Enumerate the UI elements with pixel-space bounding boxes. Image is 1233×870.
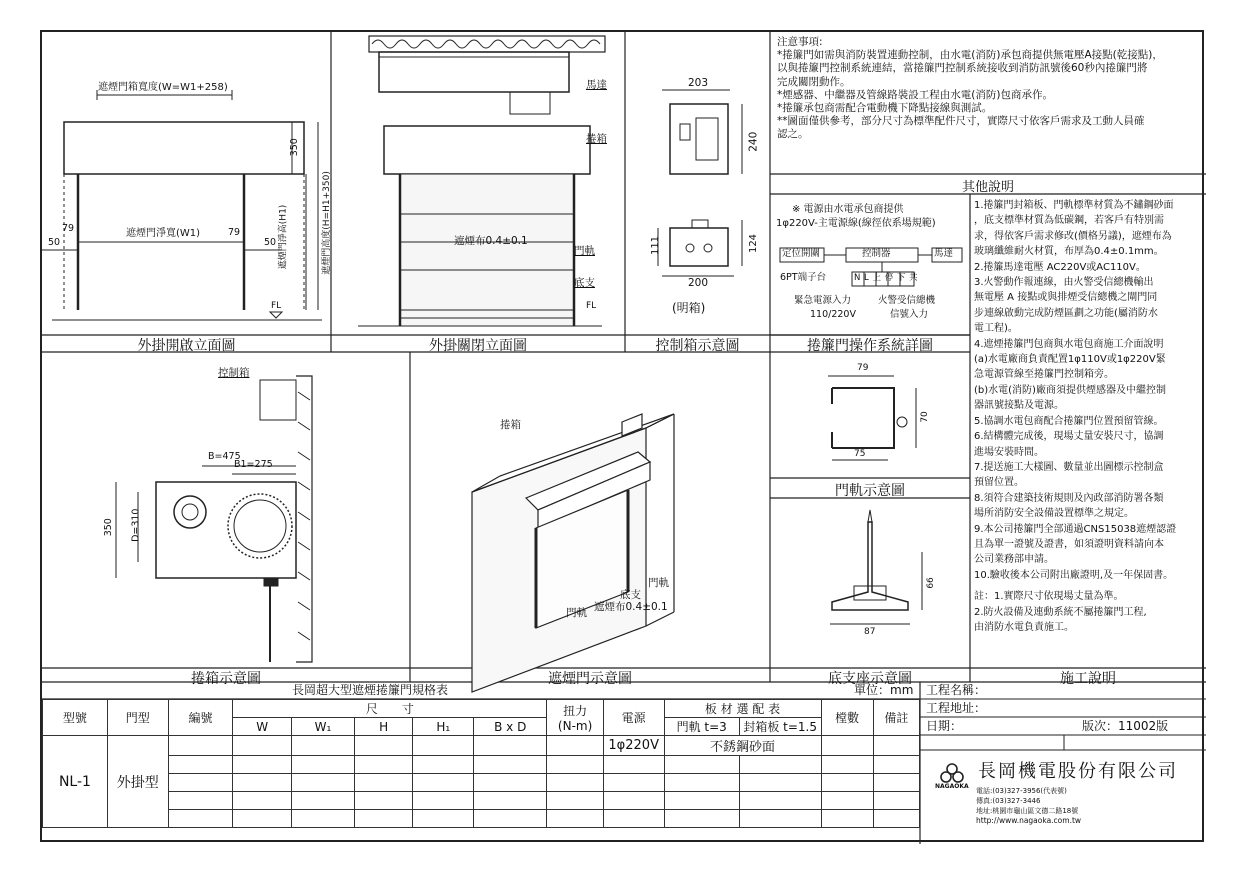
- clear-height-label: 遮煙門淨高(H1): [278, 204, 289, 270]
- construction-line: 無電壓 A 接點或與排煙受信總機之閘門同: [974, 292, 1158, 304]
- other-notes-title: 其他說明: [961, 180, 1014, 195]
- date-label: 日期：: [926, 719, 963, 733]
- construction-line: 公司業務部申請。: [974, 554, 1054, 566]
- rail-d70: 70: [919, 411, 930, 423]
- construction-line: 6.結構體完成後，現場丈量安裝尺寸，協調: [974, 431, 1164, 443]
- notice-line: 完成關閉動作。: [777, 75, 851, 88]
- controller-label: 控制器: [862, 248, 891, 259]
- door-iso-caption: 遮煙門示意圖: [548, 671, 632, 687]
- hdr-door-type: 門型: [107, 700, 168, 736]
- construction-caption: 施工說明: [1060, 671, 1116, 687]
- construction-line: 2.捲簾馬達電壓 AC220V或AC110V。: [974, 261, 1146, 273]
- ctrl-w-200: 200: [688, 277, 709, 289]
- hdr-w: W: [233, 718, 292, 736]
- construction-line: ，底支標準材質為低碳鋼，若客戶有特別需: [974, 215, 1164, 227]
- emergency-label: 緊急電源入力: [794, 295, 852, 306]
- construction-line: 2.防火設備及連動系統不屬捲簾門工程,: [974, 606, 1147, 618]
- notice-title: 注意事項:: [777, 36, 823, 48]
- base-label: 底支: [574, 277, 595, 289]
- spec-unit: 單位：mm: [854, 683, 914, 697]
- box-label: 捲箱: [586, 133, 607, 145]
- control-box-caption: 控制箱示意圖: [655, 338, 740, 354]
- box-control-label: 控制箱: [218, 367, 250, 379]
- iso-box-label: 捲箱: [500, 419, 521, 431]
- construction-line: 器訊號接點及電源。: [974, 400, 1064, 412]
- notice-line: **圖面僅供參考，部分尺寸為標準配件尺寸，實際尺寸依客戶需求及工動人員確: [777, 115, 1145, 128]
- rail-d75: 75: [854, 449, 866, 459]
- rail-caption: 門軌示意圖: [835, 483, 905, 499]
- rail-label: 門軌: [574, 245, 595, 257]
- construction-line: 場所消防安全設備設置標準之規定。: [974, 508, 1134, 520]
- notice-line: *煙感器、中繼器及管線路裝設工程由水電(消防)包商承作。: [777, 88, 1053, 101]
- construction-line: 預留位置。: [974, 477, 1024, 489]
- construction-notes: [974, 198, 1176, 635]
- notice-line: 認之。: [777, 128, 809, 141]
- nagaoka-logo-icon: [941, 764, 963, 782]
- open-elevation-caption: 外掛開啟立面圖: [137, 338, 236, 354]
- positioning-switch-label: 定位開關: [782, 248, 821, 259]
- construction-line: 3.火警動作報連線，由火警受信總機輸出: [974, 277, 1154, 289]
- hdr-serial: 編號: [168, 700, 233, 736]
- hdr-remark: 備註: [873, 700, 919, 736]
- rail-d79: 79: [857, 363, 869, 373]
- fire-alarm-input: 信號入力: [890, 309, 929, 320]
- open-box-note: (明箱): [672, 301, 706, 315]
- construction-line: 4.遮煙捲簾門包商與水電包商施工介面說明: [974, 338, 1164, 350]
- construction-line: 急電源管線至捲簾門控制箱旁。: [974, 369, 1114, 381]
- row-model: NL-1: [43, 736, 108, 828]
- closed-elevation-caption: 外掛關閉立面圖: [429, 338, 527, 354]
- ctrl-h-111: 111: [650, 235, 662, 256]
- terminal-label: 6PT端子台: [780, 272, 827, 283]
- construction-line: 求，得依客戶需求修改(價格另議)，遮煙布為: [974, 230, 1172, 242]
- box-d350: 350: [102, 518, 114, 537]
- total-width-label: 遮煙門箱寬度(W=W1+258): [98, 82, 228, 93]
- hdr-qty: 樘數: [821, 700, 873, 736]
- hdr-w1: W₁: [292, 718, 355, 736]
- construction-line: 9.本公司捲簾門全部通過CNS15038遮煙認證: [974, 523, 1177, 535]
- notice-line: 以與捲簾門控制系統連結，當捲簾門控制系統接收到消防訊號後60秒內捲簾門將: [777, 62, 1148, 75]
- fl-marker-closed: FL: [586, 301, 597, 311]
- company-website: http://www.nagaoka.com.tw: [976, 816, 1082, 825]
- hdr-panel: 板 材 選 配 表: [664, 700, 821, 718]
- hdr-h1: H₁: [413, 718, 474, 736]
- construction-line: 且為單一證號及證書，如須證明資料請向本: [974, 538, 1164, 550]
- construction-line: 10.驗收後本公司附出廠證明,及一年保固書。: [974, 569, 1174, 581]
- ctrl-w-203: 203: [688, 77, 709, 89]
- drawing-sheet: [40, 30, 1204, 842]
- ctrl-h-240: 240: [747, 131, 760, 152]
- logo-text: NAGAOKA: [935, 783, 969, 790]
- op-line2: 1φ220V-主電源線(線徑依系場規範): [776, 218, 936, 229]
- construction-line: 電工程)。: [974, 323, 1018, 335]
- total-height-label: 遮煙門高度(H=H1+350): [321, 171, 332, 275]
- project-name: 工程名稱：: [926, 683, 987, 697]
- row-power: 1φ220V: [603, 736, 664, 756]
- hdr-rail-t: 門軌 t=3: [664, 718, 739, 736]
- box-b275: B1=275: [234, 459, 273, 470]
- row-material: 不銹鋼砂面: [664, 736, 821, 756]
- fl-marker: FL: [271, 301, 282, 311]
- dim-50-left: 50: [48, 237, 61, 248]
- hdr-torque: [547, 700, 604, 736]
- company-fax: 傳真:(03)327-3446: [976, 797, 1041, 805]
- row-door-type: 外掛型: [107, 736, 168, 828]
- motor-label: 馬達: [586, 79, 607, 91]
- construction-line: 由消防水電負責施工。: [974, 621, 1074, 633]
- hdr-torque-unit: (N-m): [557, 719, 593, 733]
- spec-table: [42, 699, 920, 828]
- hdr-power: 電源: [603, 700, 664, 736]
- company-tel: 電話:(03)327-3956(代表號): [976, 787, 1067, 795]
- base-caption: 底支座示意圖: [828, 671, 912, 687]
- hdr-box-t: 封箱板 t=1.5: [739, 718, 821, 736]
- construction-line: 進場安裝時間。: [974, 446, 1044, 458]
- box-d310: D=310: [130, 508, 142, 542]
- notice-line: *捲簾門如需與消防裝置連動控制，由水電(消防)承包商提供無電壓A接點(乾接點)，: [777, 49, 1163, 62]
- construction-line: (a)水電廠商負責配置1φ110V或1φ220V緊: [974, 354, 1166, 366]
- base-d87: 87: [864, 627, 876, 637]
- dim-350: 350: [288, 138, 300, 157]
- construction-line: 玻璃纖維耐火材質，布厚為0.4±0.1mm。: [974, 246, 1164, 258]
- construction-line: 5.協調水電包商配合捲簾門位置預留管線。: [974, 415, 1164, 427]
- construction-line: 7.提送施工大樣圖、數量並出圖標示控制盒: [974, 461, 1164, 473]
- op-line1: ※ 電源由水電承包商提供: [792, 204, 904, 215]
- construction-line: 1.捲簾門封箱板、門軌標準材質為不鏽鋼砂面: [974, 200, 1174, 211]
- fire-alarm-label: 火警受信總機: [878, 295, 936, 306]
- dim-50-right: 50: [264, 237, 277, 248]
- dim-79-left: 79: [62, 223, 75, 234]
- hdr-torque-label: 扭力: [563, 704, 588, 718]
- box-detail-caption: 捲箱示意圖: [191, 671, 261, 687]
- version-label: 版次：11002版: [1082, 719, 1169, 733]
- cloth-label: 遮煙布0.4±0.1: [454, 235, 528, 247]
- notice-block: [777, 36, 1163, 142]
- construction-line: 步連線啟動完成防煙區劃之功能(屬消防水: [974, 307, 1158, 319]
- iso-base-label: 底支: [620, 589, 641, 601]
- operation-system-caption: 捲簾門操作系統詳圖: [807, 338, 933, 354]
- project-address: 工程地址：: [926, 701, 987, 715]
- clear-width-label: 遮煙門淨寬(W1): [126, 228, 201, 239]
- dim-79-right: 79: [228, 227, 241, 238]
- ctrl-h-124: 124: [748, 233, 760, 254]
- construction-line: (b)水電(消防)廠商須提供煙感器及中繼控制: [974, 384, 1166, 396]
- emergency-voltage: 110/220V: [810, 309, 856, 320]
- hdr-h: H: [354, 718, 413, 736]
- notice-line: *捲簾承包商需配合電動機下降點接線與測試。: [777, 102, 993, 115]
- hdr-size: 尺 寸: [233, 700, 547, 718]
- spec-table-title: 長岡超大型遮煙捲簾門規格表: [292, 683, 449, 697]
- box-b475: B=475: [208, 451, 241, 462]
- iso-cloth-label: 遮煙布0.4±0.1: [594, 601, 668, 613]
- base-d66: 66: [925, 577, 936, 589]
- iso-rail2-label: 門軌: [566, 607, 587, 619]
- terminal-codes: N L 上 停 下 共: [854, 273, 919, 283]
- hdr-model: 型號: [43, 700, 108, 736]
- construction-line: 註：1.實際尺寸依現場丈量為準。: [974, 591, 1124, 603]
- company-name: 長岡機電股份有限公司: [978, 761, 1178, 782]
- company-address: 地址:桃園市龜山區文德二路18號: [976, 807, 1079, 815]
- iso-rail-label: 門軌: [648, 577, 669, 589]
- construction-line: 8.須符合建築技術規則及內政部消防署各類: [974, 492, 1164, 504]
- hdr-bxd: B x D: [474, 718, 547, 736]
- op-motor-label: 馬達: [934, 248, 954, 259]
